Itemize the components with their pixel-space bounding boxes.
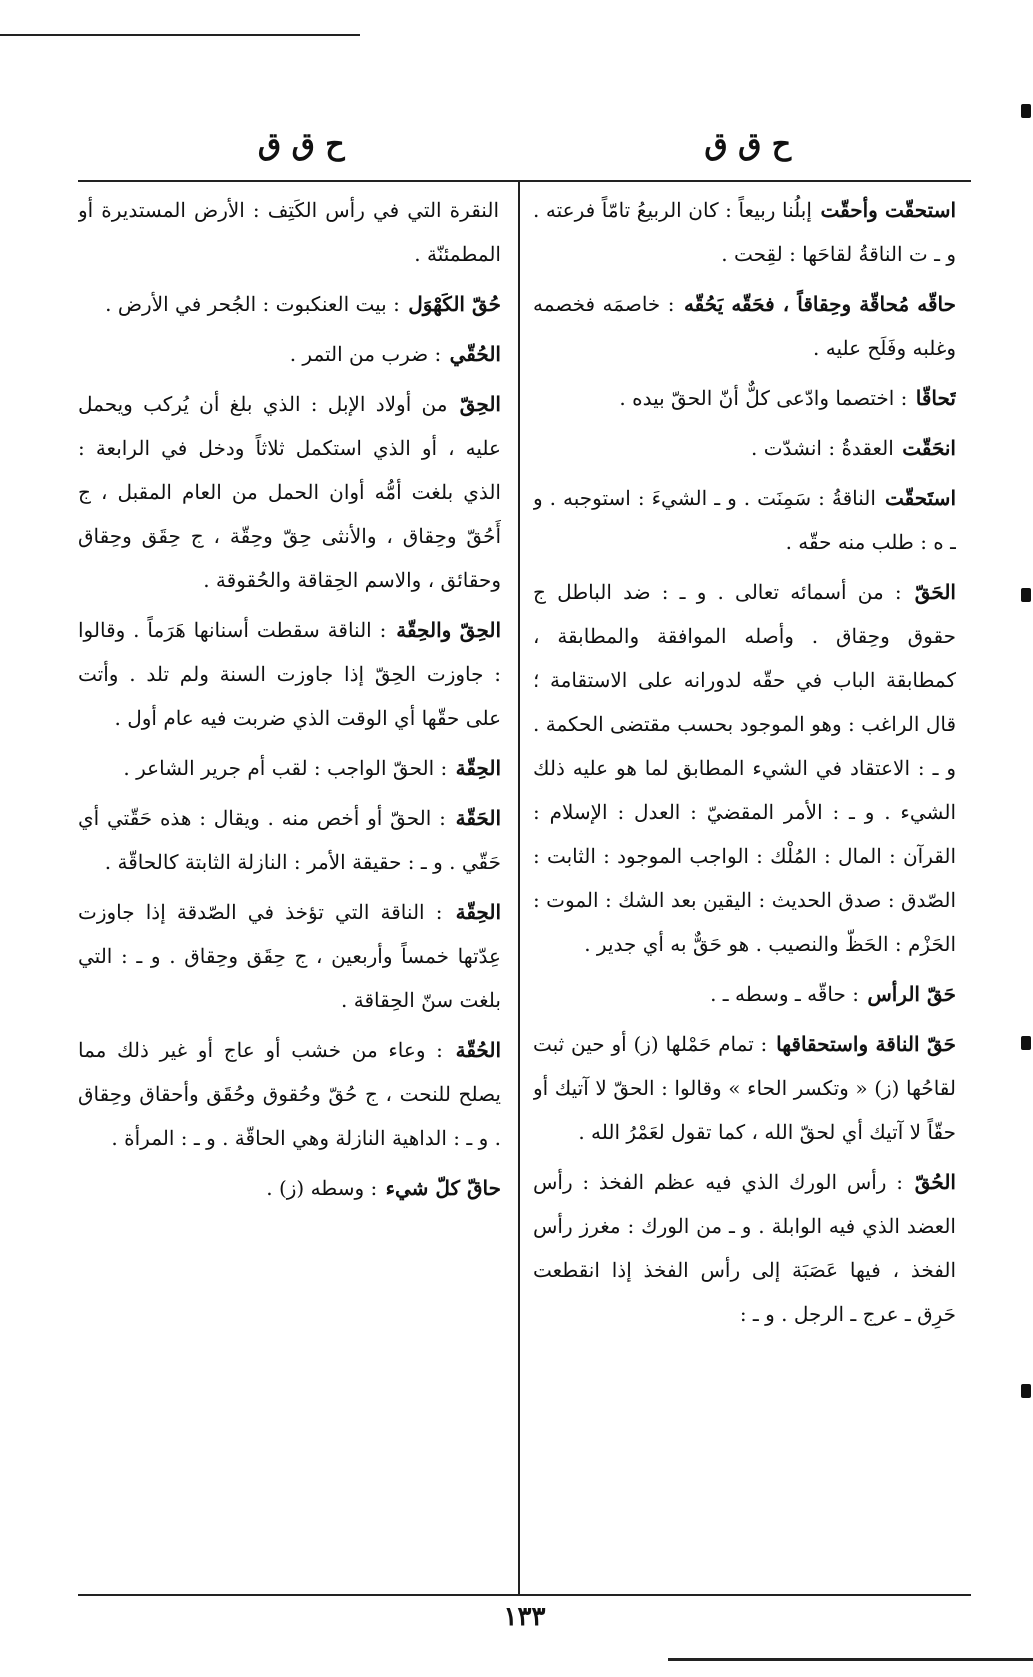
column-headers bbox=[78, 120, 971, 170]
entry-headword: الحُقّ bbox=[914, 1170, 956, 1194]
entry-headword: الحِقّة bbox=[455, 756, 501, 780]
entry-headword: الحَقّة bbox=[455, 806, 501, 830]
entry-definition: : رأس الورك الذي فيه عظم الفخذ : رأس العضد الذي فيه الوابلة . و ـ من الورك : مغرز رأس الفخذ ، فيها عَصَبَة إلى رأس الفخذ إذا انقطعت حَرِق ـ عرج ـ الرجل . و ـ : bbox=[533, 1170, 956, 1326]
footer-rule bbox=[78, 1594, 971, 1596]
dictionary-entry bbox=[78, 382, 501, 602]
top-rule bbox=[0, 34, 360, 36]
dictionary-entry bbox=[533, 426, 956, 470]
entry-headword: الحِقّ bbox=[459, 392, 501, 416]
dictionary-entry bbox=[78, 332, 501, 376]
entry-definition: إبلُنا ربيعاً : كان الربيعُ تامّاً فرعته . و ـ ت الناقةُ لقاحَها : لقِحت . bbox=[533, 198, 956, 266]
entry-definition: : من أسمائه تعالى . و ـ : ضد الباطل ج حقوق وحِقاق . وأصله الموافقة والمطابقة ، كمطابقة الباب في حقّه لدورانه على الاستقامة ؛ قال الراغب : وهو الموجود بحسب مقتضى الحكمة . و ـ : الاعتقاد في الشيء المطابق لما هو عليه ذلك الشيء . و ـ : الأمر المقضيّ : العدل : الإسلام : القرآن : المال : المُلْك : الواجب الموجود : الثابت : الصّدق : صدق الحديث : اليقين بعد الشك : الموت : الحَزْم : الحَظّ والنصيب . هو حَقٌّ به أي جدير . bbox=[533, 580, 956, 956]
entry-headword: الحِقّة bbox=[455, 900, 501, 924]
entry-headword: استحقّت وأحقّت bbox=[820, 198, 956, 222]
dictionary-entry bbox=[533, 570, 956, 966]
entry-headword: حَقّ الرأس bbox=[867, 982, 956, 1006]
dictionary-page bbox=[78, 120, 971, 1632]
header-rule bbox=[78, 180, 971, 182]
entry-definition: : بيت العنكبوت : الجُحر في الأرض . bbox=[105, 292, 407, 316]
entry-definition: : اختصما وادّعى كلٌّ أنّ الحقّ بيده . bbox=[619, 386, 914, 410]
dictionary-entry bbox=[78, 282, 501, 326]
column-divider bbox=[518, 182, 520, 1594]
dictionary-entry bbox=[533, 476, 956, 564]
dictionary-entry bbox=[78, 608, 501, 740]
entry-headword: حاقّه مُحاقّة وحِقاقاً ، فحَقّه يَحُقّه bbox=[683, 292, 956, 316]
dictionary-entry bbox=[533, 188, 956, 276]
dictionary-entry bbox=[533, 1160, 956, 1336]
dictionary-entry bbox=[533, 376, 956, 420]
edge-mark bbox=[1021, 1384, 1031, 1398]
entry-headword: حُقّ الكَهْوَل bbox=[408, 292, 501, 316]
edge-mark bbox=[1021, 104, 1031, 118]
dictionary-entry bbox=[78, 1166, 501, 1210]
edge-mark bbox=[1021, 588, 1031, 602]
dictionary-entry bbox=[78, 746, 501, 790]
entry-definition: العقدةُ : انشدّت . bbox=[750, 436, 901, 460]
dictionary-entry bbox=[78, 796, 501, 884]
left-column-header: ح ق ق bbox=[257, 127, 345, 162]
entry-definition: : حاقّه ـ وسطه ـ . bbox=[710, 982, 866, 1006]
entry-definition: النقرة التي في رأس الكَتِف : الأرض المستديرة أو المطمئنّة . bbox=[78, 198, 501, 266]
entry-headword: الحَقّ bbox=[914, 580, 956, 604]
right-column-header: ح ق ق bbox=[704, 127, 792, 162]
right-column bbox=[533, 188, 956, 1588]
dictionary-entry bbox=[78, 1028, 501, 1160]
page-number: ١٣٣ bbox=[503, 1602, 546, 1632]
dictionary-entry bbox=[78, 890, 501, 1022]
entry-definition: : الناقة سقطت أسنانها هَرَماً . وقالوا : جاوزت الحِقّ إذا جاوزت السنة ولم تلد . وأتت على حقّها أي الوقت الذي ضربت فيه عام أول . bbox=[78, 618, 501, 730]
entry-definition: الناقةُ : سَمِنَت . و ـ الشيءَ : استوجبه . و ـ ه : طلب منه حقّه . bbox=[533, 486, 956, 554]
left-column bbox=[78, 188, 501, 1588]
entry-headword: الحُقّة bbox=[455, 1038, 501, 1062]
entry-headword: الحِقّ والحِقّة bbox=[396, 618, 501, 642]
entry-headword: انحَقّت bbox=[902, 436, 956, 460]
entry-headword: تَحاقّا bbox=[915, 386, 956, 410]
bottom-rule bbox=[668, 1658, 1033, 1661]
entry-headword: استَحقّت bbox=[884, 486, 956, 510]
entry-definition: : الناقة التي تؤخذ في الصّدقة إذا جاوزت عِدّتها خمساً وأربعين ، ج حِقَق وحِقاق . و ـ : التي بلغت سنّ الحِقاقة . bbox=[78, 900, 501, 1012]
entry-headword: حَقّ الناقة واستحقاقها bbox=[776, 1032, 956, 1056]
entry-definition: : خاصمَه فخصمه وغلبه وفَلَح عليه . bbox=[533, 292, 956, 360]
entry-definition: : تمام حَمْلها (ز) أو حين ثبت لقاحُها (ز) « وتكسر الحاء » وقالوا : الحقّ لا آتيك أو حقّاً لا آتيك أي لحقّ الله ، كما تقول لعَمْرُ الله . bbox=[533, 1032, 956, 1144]
dictionary-entry bbox=[533, 282, 956, 370]
entry-definition: من أولاد الإبل : الذي بلغ أن يُركب ويحمل عليه ، أو الذي استكمل ثلاثاً ودخل في الرابعة : الذي بلغت أمُّه أوان الحمل من العام المقبل ، ج أَحُقّ وحِقاق ، والأنثى حِقّ وحِقّة ، ج حِقَق وحِقاق وحقائق ، والاسم الحِقاقة والحُقوقة . bbox=[78, 392, 501, 592]
entry-headword: الحُقّي bbox=[449, 342, 501, 366]
dictionary-entry bbox=[78, 188, 501, 276]
entry-definition: : الحقّ الواجب : لقب أم جرير الشاعر . bbox=[123, 756, 454, 780]
entry-definition: : وسطه (ز) . bbox=[266, 1176, 384, 1200]
dictionary-entry bbox=[533, 972, 956, 1016]
edge-mark bbox=[1021, 1036, 1031, 1050]
dictionary-entry bbox=[533, 1022, 956, 1154]
entry-definition: : ضرب من التمر . bbox=[289, 342, 448, 366]
entry-definition: : الحقّ أو أخص منه . ويقال : هذه حَقّتي أي حَقّي . و ـ : حقيقة الأمر : النازلة الثابتة كالحاقّة . bbox=[78, 806, 501, 874]
entry-definition: : وعاء من خشب أو عاج أو غير ذلك مما يصلح للنحت ، ج حُقّ وحُقوق وحُقَق وأحقاق وحِقاق . و ـ : الداهية النازلة وهي الحاقّة . و ـ : المرأة . bbox=[78, 1038, 501, 1150]
entry-headword: حاقّ كلّ شيء bbox=[385, 1176, 501, 1200]
